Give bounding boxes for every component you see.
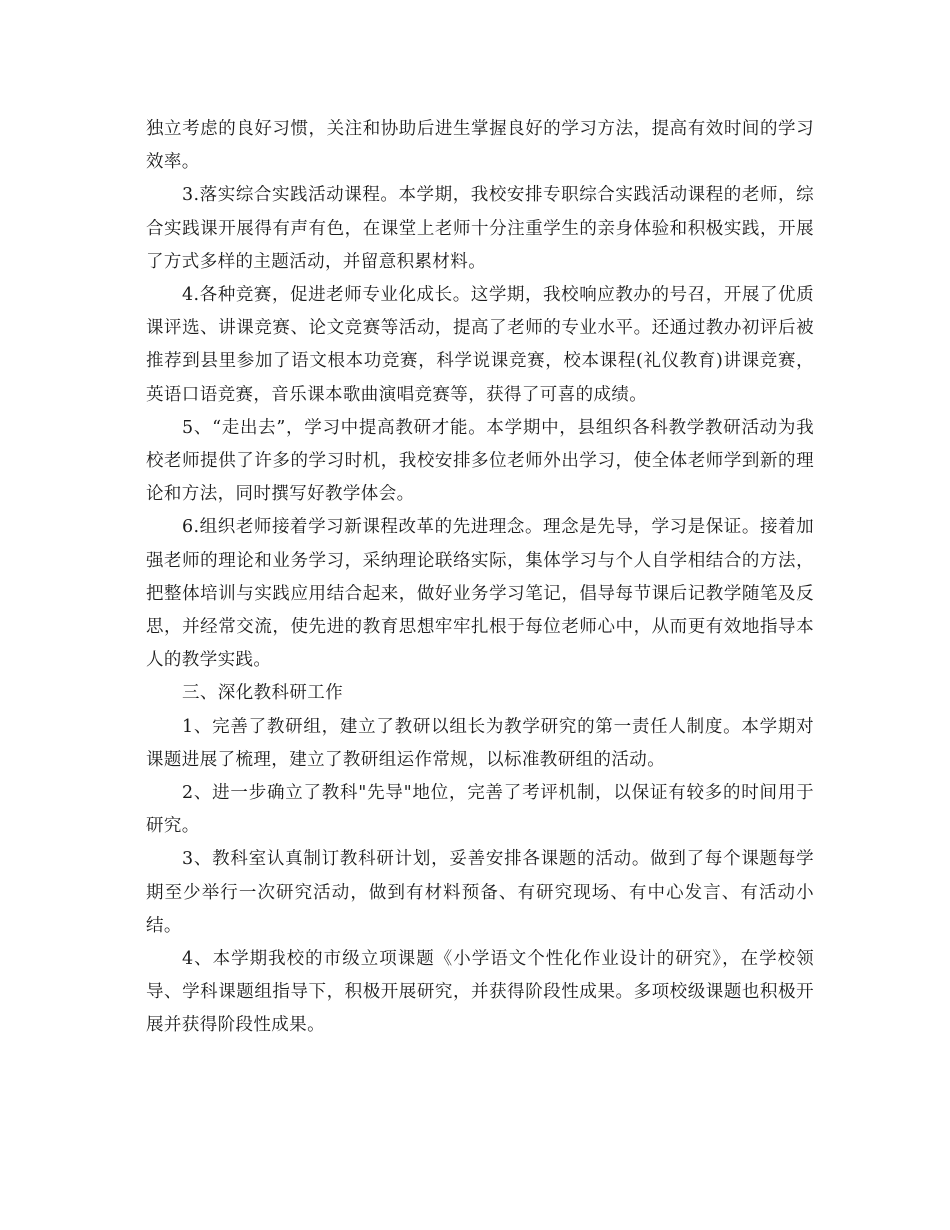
paragraph-8: 2、进一步确立了教科"先导"地位，完善了考评机制，以保证有较多的时间用于研究。 [146,783,814,837]
paragraph-4: 5、“走出去”，学习中提高教研才能。本学期中，县组织各科教学教研活动为我校老师提供了许多的学习时机，我校安排多位老师外出学习，使全体老师学到新的理论和方法，同时撰写好教学体会。 [146,417,814,505]
paragraph-2: 3.落实综合实践活动课程。本学期，我校安排专职综合实践活动课程的老师，综合实践课开展得有声有色，在课堂上老师十分注重学生的亲身体验和积极实践，开展了方式多样的主题活动，并留意积累材料。 [146,185,814,272]
document-body [146,113,814,1043]
paragraph-9: 3、教科室认真制订教科研计划，妥善安排各课题的活动。做到了每个课题每学期至少举行一次研究活动，做到有材料预备、有研究现场、有中心发言、有活动小结。 [146,849,814,936]
paragraph-10: 4、本学期我校的市级立项课题《小学语文个性化作业设计的研究》，在学校领导、学科课题组指导下，积极开展研究，并获得阶段性成果。多项校级课题也积极开展并获得阶段性成果。 [146,949,814,1036]
paragraph-1: 独立考虑的良好习惯，关注和协助后进生掌握良好的学习方法，提高有效时间的学习效率。 [146,119,814,173]
paragraph-3: 4.各种竞赛，促进老师专业化成长。这学期，我校响应教办的号召，开展了优质课评选、讲课竞赛、论文竞赛等活动，提高了老师的专业水平。还通过教办初评后被推荐到县里参加了语文根本功竞赛，科学说课竞赛，校本课程(礼仪教育)讲课竞赛，英语口语竞赛，音乐课本歌曲演唱竞赛等，获得了可喜的成绩。 [146,285,814,405]
paragraph-5: 6.组织老师接着学习新课程改革的先进理念。理念是先导，学习是保证。接着加强老师的理论和业务学习，采纳理论联络实际，集体学习与个人自学相结合的方法，把整体培训与实践应用结合起来，做好业务学习笔记，倡导每节课后记教学随笔及反思，并经常交流，使先进的教育思想牢牢扎根于每位老师心中，从而更有效地指导本人的教学实践。 [146,517,814,671]
section-heading: 三、深化教科研工作 [182,683,344,704]
paragraph-7: 1、完善了教研组，建立了教研以组长为教学研究的第一责任人制度。本学期对课题进展了梳理，建立了教研组运作常规，以标准教研组的活动。 [146,716,814,770]
